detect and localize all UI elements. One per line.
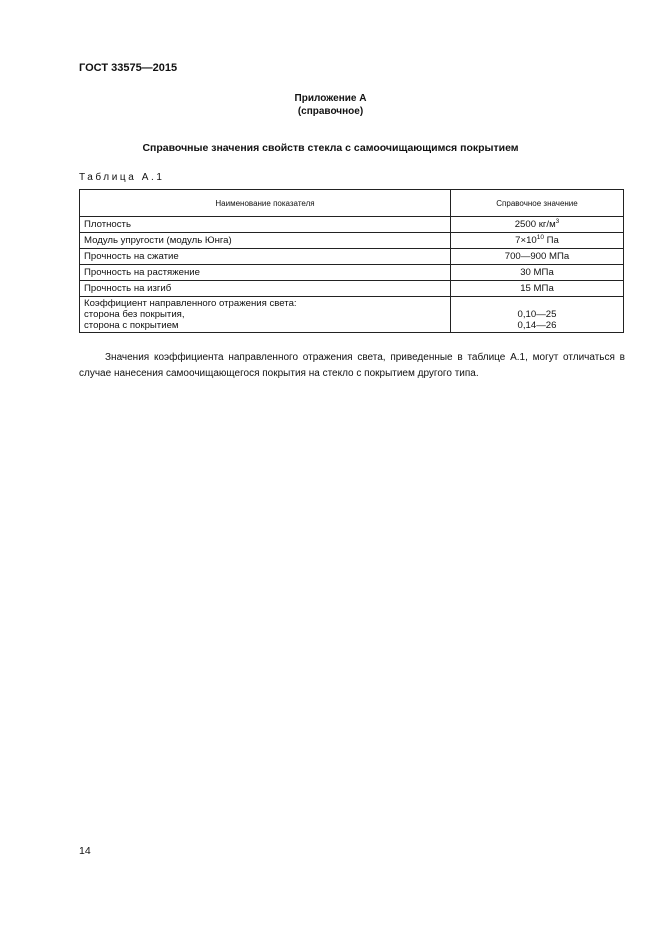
- document-code: ГОСТ 33575—2015: [79, 62, 178, 74]
- page-number: 14: [79, 845, 91, 857]
- row-name: Плотность: [80, 217, 451, 233]
- table-row: [80, 249, 624, 265]
- section-title: Справочные значения свойств стекла с самоочищающимся покрытием: [142, 142, 519, 154]
- column-header-name: Наименование показателя: [80, 190, 451, 217]
- row-name: Прочность на сжатие: [80, 249, 451, 265]
- row-name: Прочность на растяжение: [80, 265, 451, 281]
- column-header-value: Справочное значение: [451, 190, 624, 217]
- properties-table: [79, 189, 624, 333]
- row-value: 0,10—25 0,14—26: [451, 297, 624, 333]
- table-row: [80, 265, 624, 281]
- row-value: $7\times 10^{10}$ Па: [451, 233, 624, 249]
- appendix-subtitle: (справочное): [297, 106, 364, 117]
- row-value: 30 МПа: [451, 265, 624, 281]
- table-row: [80, 281, 624, 297]
- table-row: [80, 233, 624, 249]
- appendix-title: Приложение А: [294, 93, 367, 104]
- table-caption: Таблица А.1: [79, 172, 165, 183]
- row-name: Коэффициент направленного отражения света: сторона без покрытия, сторона с покрытием: [80, 297, 451, 333]
- row-value: 700—900 МПа: [451, 249, 624, 265]
- table-header-row: [80, 190, 624, 217]
- row-value: 2500 $кг/м^3$: [451, 217, 624, 233]
- table-row: [80, 297, 624, 333]
- row-value: 15 МПа: [451, 281, 624, 297]
- row-name: Прочность на изгиб: [80, 281, 451, 297]
- table-row: [80, 217, 624, 233]
- note-paragraph: Значения коэффициента направленного отражения света, приведенные в таблице А.1, могут отличаться в случае нанесения самоочищающегося покрытия на стекло с покрытием другого типа.: [79, 352, 625, 379]
- row-name: Модуль упругости (модуль Юнга): [80, 233, 451, 249]
